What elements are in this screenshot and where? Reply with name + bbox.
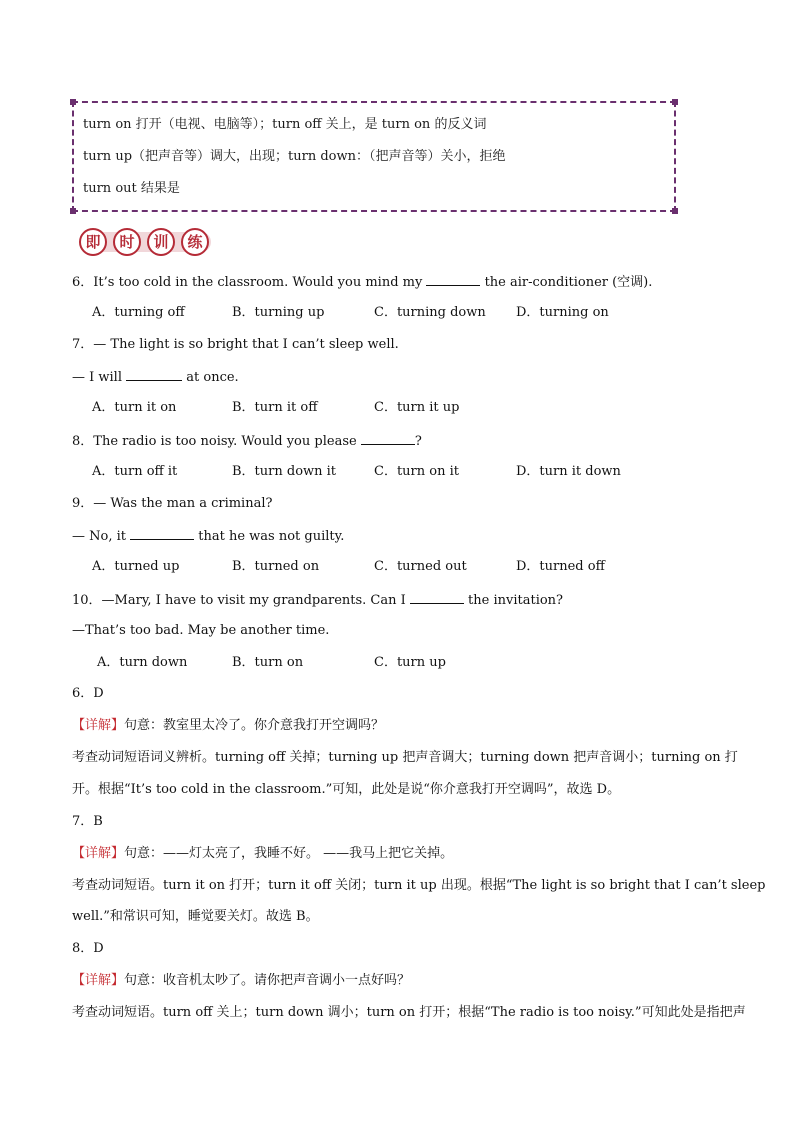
vocab-line-1: turn on 打开（电视、电脑等）；turn off 关上，是 turn on 的反义词 bbox=[83, 117, 487, 132]
vocab-line-2: turn up（把声音等）调大，出现；turn down：（把声音等）关小，拒绝 bbox=[83, 149, 506, 164]
answer-6-explain-2: 开。根据“It’s too cold in the classroom.”可知，此处是说“你介意我打开空调吗”，故选 D。 bbox=[72, 782, 621, 797]
question-9-line2 bbox=[72, 526, 344, 546]
question-7-line2 bbox=[72, 367, 239, 387]
answer-6-translation: 句意：教室里太冷了。你介意我打开空调吗？ bbox=[124, 718, 385, 733]
q8-text-after: ? bbox=[414, 434, 422, 449]
q9-text-after: that he was not guilty. bbox=[194, 529, 345, 544]
box-corner-tr bbox=[672, 99, 678, 105]
q7-option-a[interactable]: A．turn it on bbox=[92, 400, 177, 415]
q6-option-b[interactable]: B．turning up bbox=[232, 305, 325, 320]
answer-8-explain-1: 考查动词短语。turn off 关上；turn down 调小；turn on 打开；根据“The radio is too noisy.”可知此处是指把声 bbox=[72, 1005, 746, 1020]
q10-text-before: 10．—Mary, I have to visit my grandparents. Can I bbox=[72, 593, 410, 608]
badge-char-4: 练 bbox=[181, 228, 209, 256]
detail-label: 【详解】 bbox=[72, 718, 125, 733]
question-7-stem: 7．— The light is so bright that I can’t sleep well. bbox=[72, 337, 399, 352]
answer-6-explain-1: 考查动词短语词义辨析。turning off 关掉；turning up 把声音调大；turning down 把声音调小；turning on 打 bbox=[72, 750, 738, 765]
question-8-stem bbox=[72, 431, 422, 451]
box-corner-tl bbox=[70, 99, 76, 105]
q9-option-b[interactable]: B．turned on bbox=[232, 559, 320, 574]
q7-text-after: at once. bbox=[182, 370, 239, 385]
q10-option-b[interactable]: B．turn on bbox=[232, 655, 304, 670]
question-6-stem bbox=[72, 272, 652, 292]
box-corner-bl bbox=[70, 208, 76, 214]
q9-option-d[interactable]: D．turned off bbox=[516, 559, 605, 574]
answer-6-detail bbox=[72, 717, 384, 735]
q9-text-before: — No, it bbox=[72, 529, 131, 544]
answer-7-explain-2: well.”和常识可知，睡觉要关灯。故选 B。 bbox=[72, 909, 319, 924]
q8-option-d[interactable]: D．turn it down bbox=[516, 464, 621, 479]
answer-7-detail bbox=[72, 845, 453, 863]
q7-blank[interactable] bbox=[126, 367, 182, 381]
q7-option-b[interactable]: B．turn it off bbox=[232, 400, 318, 415]
answer-6-key: 6．D bbox=[72, 686, 104, 701]
q8-blank[interactable] bbox=[361, 431, 415, 445]
vocab-line-3: turn out 结果是 bbox=[83, 181, 180, 196]
q6-option-a[interactable]: A．turning off bbox=[92, 305, 185, 320]
q6-text-after: the air-conditioner (空调). bbox=[480, 275, 653, 290]
question-9-stem: 9．— Was the man a criminal? bbox=[72, 496, 273, 511]
q8-option-c[interactable]: C．turn on it bbox=[374, 464, 459, 479]
detail-label: 【详解】 bbox=[72, 846, 125, 861]
box-corner-br bbox=[672, 208, 678, 214]
q7-option-c[interactable]: C．turn it up bbox=[374, 400, 460, 415]
question-10-stem bbox=[72, 590, 563, 610]
answer-7-key: 7．B bbox=[72, 814, 103, 829]
question-10-line2: —That’s too bad. May be another time. bbox=[72, 623, 330, 638]
practice-badge bbox=[79, 226, 213, 260]
answer-7-explain-1: 考查动词短语。turn it on 打开；turn it off 关闭；turn it up 出现。根据“The light is so bright that I can’t sleep bbox=[72, 878, 766, 893]
q9-blank[interactable] bbox=[130, 526, 194, 540]
answer-8-translation: 句意：收音机太吵了。请你把声音调小一点好吗？ bbox=[124, 973, 411, 988]
badge-char-1: 即 bbox=[79, 228, 107, 256]
q8-option-b[interactable]: B．turn down it bbox=[232, 464, 337, 479]
q6-option-c[interactable]: C．turning down bbox=[374, 305, 486, 320]
answer-8-detail bbox=[72, 972, 410, 990]
q6-option-d[interactable]: D．turning on bbox=[516, 305, 609, 320]
q10-option-c[interactable]: C．turn up bbox=[374, 655, 446, 670]
q6-blank[interactable] bbox=[426, 272, 480, 286]
detail-label: 【详解】 bbox=[72, 973, 125, 988]
q6-text-before: 6．It’s too cold in the classroom. Would you mind my bbox=[72, 275, 427, 290]
q9-option-c[interactable]: C．turned out bbox=[374, 559, 467, 574]
badge-char-3: 训 bbox=[147, 228, 175, 256]
answer-7-translation: 句意：——灯太亮了，我睡不好。 ——我马上把它关掉。 bbox=[124, 846, 454, 861]
q7-text-before: — I will bbox=[72, 370, 127, 385]
badge-char-2: 时 bbox=[113, 228, 141, 256]
q8-option-a[interactable]: A．turn off it bbox=[92, 464, 178, 479]
q9-option-a[interactable]: A．turned up bbox=[92, 559, 180, 574]
q10-text-after: the invitation? bbox=[463, 593, 564, 608]
answer-8-key: 8．D bbox=[72, 941, 104, 956]
q8-text-before: 8．The radio is too noisy. Would you please bbox=[72, 434, 361, 449]
q10-option-a[interactable]: A．turn down bbox=[97, 655, 188, 670]
q10-blank[interactable] bbox=[410, 590, 464, 604]
